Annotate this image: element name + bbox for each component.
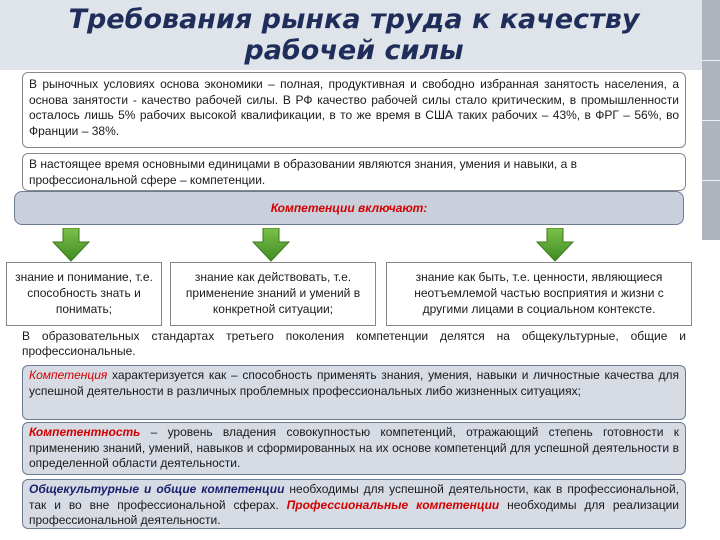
competency-action-text: знание как действовать, т.е. применение знаний и умений в конкретной ситуации; [185,270,361,316]
competency-being-box [386,262,692,326]
competence-term: Компетенция [29,368,108,382]
competency-knowledge-box [6,262,162,326]
side-bar-divider [702,60,720,61]
down-arrow-icon [52,228,90,262]
side-bar-divider [702,120,720,121]
standards-text: В образовательных стандартах третьего поколения компетенции делятся на общекультурные, общие и профессиональные. [22,329,686,358]
professional-competencies-term: Профессиональные компетенции [286,497,500,512]
competencies-header [14,191,684,225]
competency-knowledge-text: знание и понимание, т.е. способность знать и понимать; [15,270,153,316]
professional-competencies-text: необходимы для реализации профессиональной деятельности. [29,497,679,527]
standards-paragraph [22,329,686,359]
competency-term: Компетентность [29,425,141,439]
slide-title: Требования рынка труда к качеству рабочей силы [68,4,640,66]
competencies-header-label: Компетенции включают: [270,201,428,215]
competency-definition-box [22,422,686,475]
decorative-side-bar [702,0,720,240]
side-bar-divider [702,180,720,181]
general-competencies-text: необходимы для успешной деятельности, как в профессиональной, так и во вне профессиональной сферах. [29,482,679,512]
intro-text: В рыночных условиях основа экономики – полная, продуктивная и свободно избранная занятость населения, а основа занятости - качество рабочей силы. В РФ качество рабочей силы стало критическим, в промышленности осталось лишь 5% рабочих высокой квалификации, в то же время в США таких рабочих – 43%, в ФРГ – 56%, во Франции – 38%. [29,77,679,138]
down-arrow-icon [536,228,574,262]
competency-action-box [170,262,376,326]
education-units-text: В настоящее время основными единицами в образовании являются знания, умения и навыки, а в профессиональной сфере – компетенции. [29,157,577,187]
competency-definition-text: – уровень владения совокупностью компетенций, отражающий степень готовности к применению знаний, умений, навыков и сформированных на их основе компетенций для успешной деятельности в определенной области деятельности. [29,425,679,470]
general-competencies-term: Общекультурные и общие компетенции [29,482,285,496]
education-units-box [22,153,686,191]
competency-being-text: знание как быть, т.е. ценности, являющиеся неотъемлемой частью восприятия и жизни с другими лицами в социальном контексте. [414,270,664,316]
general-competencies-box [22,479,686,529]
competence-definition-box [22,365,686,420]
down-arrow-icon [252,228,290,262]
intro-box [22,72,686,148]
competence-definition-text: характеризуется как – способность применять знания, умения, навыки и личностные качества для успешной деятельности в различных проблемных профессиональных либо жизненных ситуациях; [29,368,679,398]
